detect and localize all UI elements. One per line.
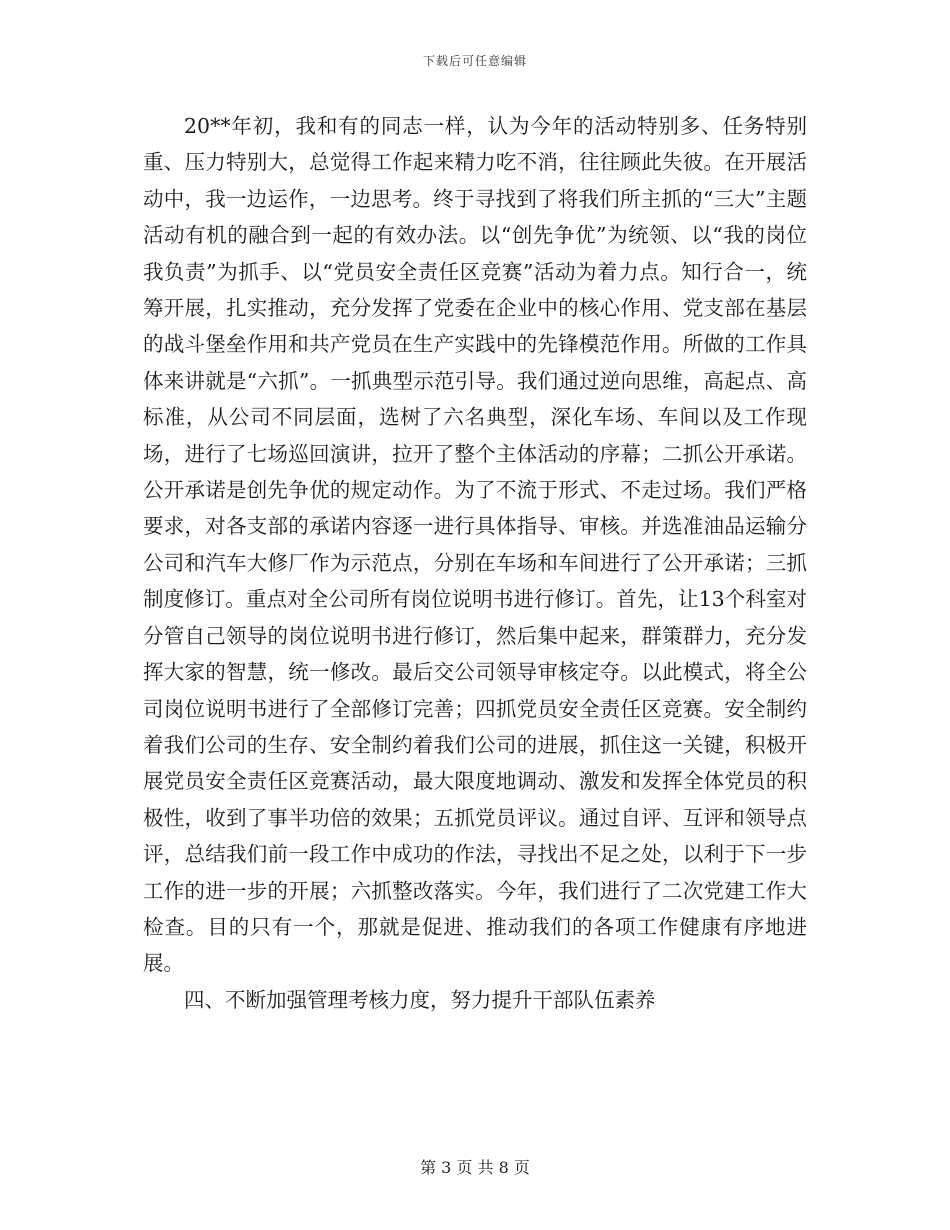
document-body	[143, 108, 807, 1018]
section-heading: 四、不断加强管理考核力度，努力提升干部队伍素养	[184, 987, 656, 1012]
page-number: 第 3 页 共 8 页	[420, 1158, 530, 1177]
body-paragraph: 20**年初，我和有的同志一样，认为今年的活动特别多、任务特别重、压力特别大，总觉得工作起来精力吃不消，往往顾此失彼。在开展活动中，我一边运作，一边思考。终于寻找到了将我们所主抓的“三大”主题活动有机的融合到一起的有效办法。以“创先争优”为统领、以“我的岗位我负责”为抓手、以“党员安全责任区竞赛”活动为着力点。知行合一，统筹开展，扎实推动，充分发挥了党委在企业中的核心作用、党支部在基层的战斗堡垒作用和共产党员在生产实践中的先锋模范作用。所做的工作具体来讲就是“六抓”。一抓典型示范引导。我们通过逆向思维，高起点、高标准，从公司不同层面，选树了六名典型，深化车场、车间以及工作现场，进行了七场巡回演讲，拉开了整个主体活动的序幕；二抓公开承诺。公开承诺是创先争优的规定动作。为了不流于形式、不走过场。我们严格要求，对各支部的承诺内容逐一进行具体指导、审核。并选准油品运输分公司和汽车大修厂作为示范点，分别在车场和车间进行了公开承诺；三抓制度修订。重点对全公司所有岗位说明书进行修订。首先，让13个科室对分管自己领导的岗位说明书进行修订，然后集中起来，群策群力，充分发挥大家的智慧，统一修改。最后交公司领导审核定夺。以此模式，将全公司岗位说明书进行了全部修订完善；四抓党员安全责任区竞赛。安全制约着我们公司的生存、安全制约着我们公司的进展，抓住这一关键，积极开展党员安全责任区竞赛活动，最大限度地调动、激发和发挥全体党员的积极性，收到了事半功倍的效果；五抓党员评议。通过自评、互评和领导点评，总结我们前一段工作中成功的作法，寻找出不足之处，以利于下一步工作的进一步的开展；六抓整改落实。今年，我们进行了二次党建工作大检查。目的只有一个，那就是促进、推动我们的各项工作健康有序地进展。	[143, 114, 807, 976]
page-header-note: 下载后可任意编辑	[422, 54, 527, 68]
